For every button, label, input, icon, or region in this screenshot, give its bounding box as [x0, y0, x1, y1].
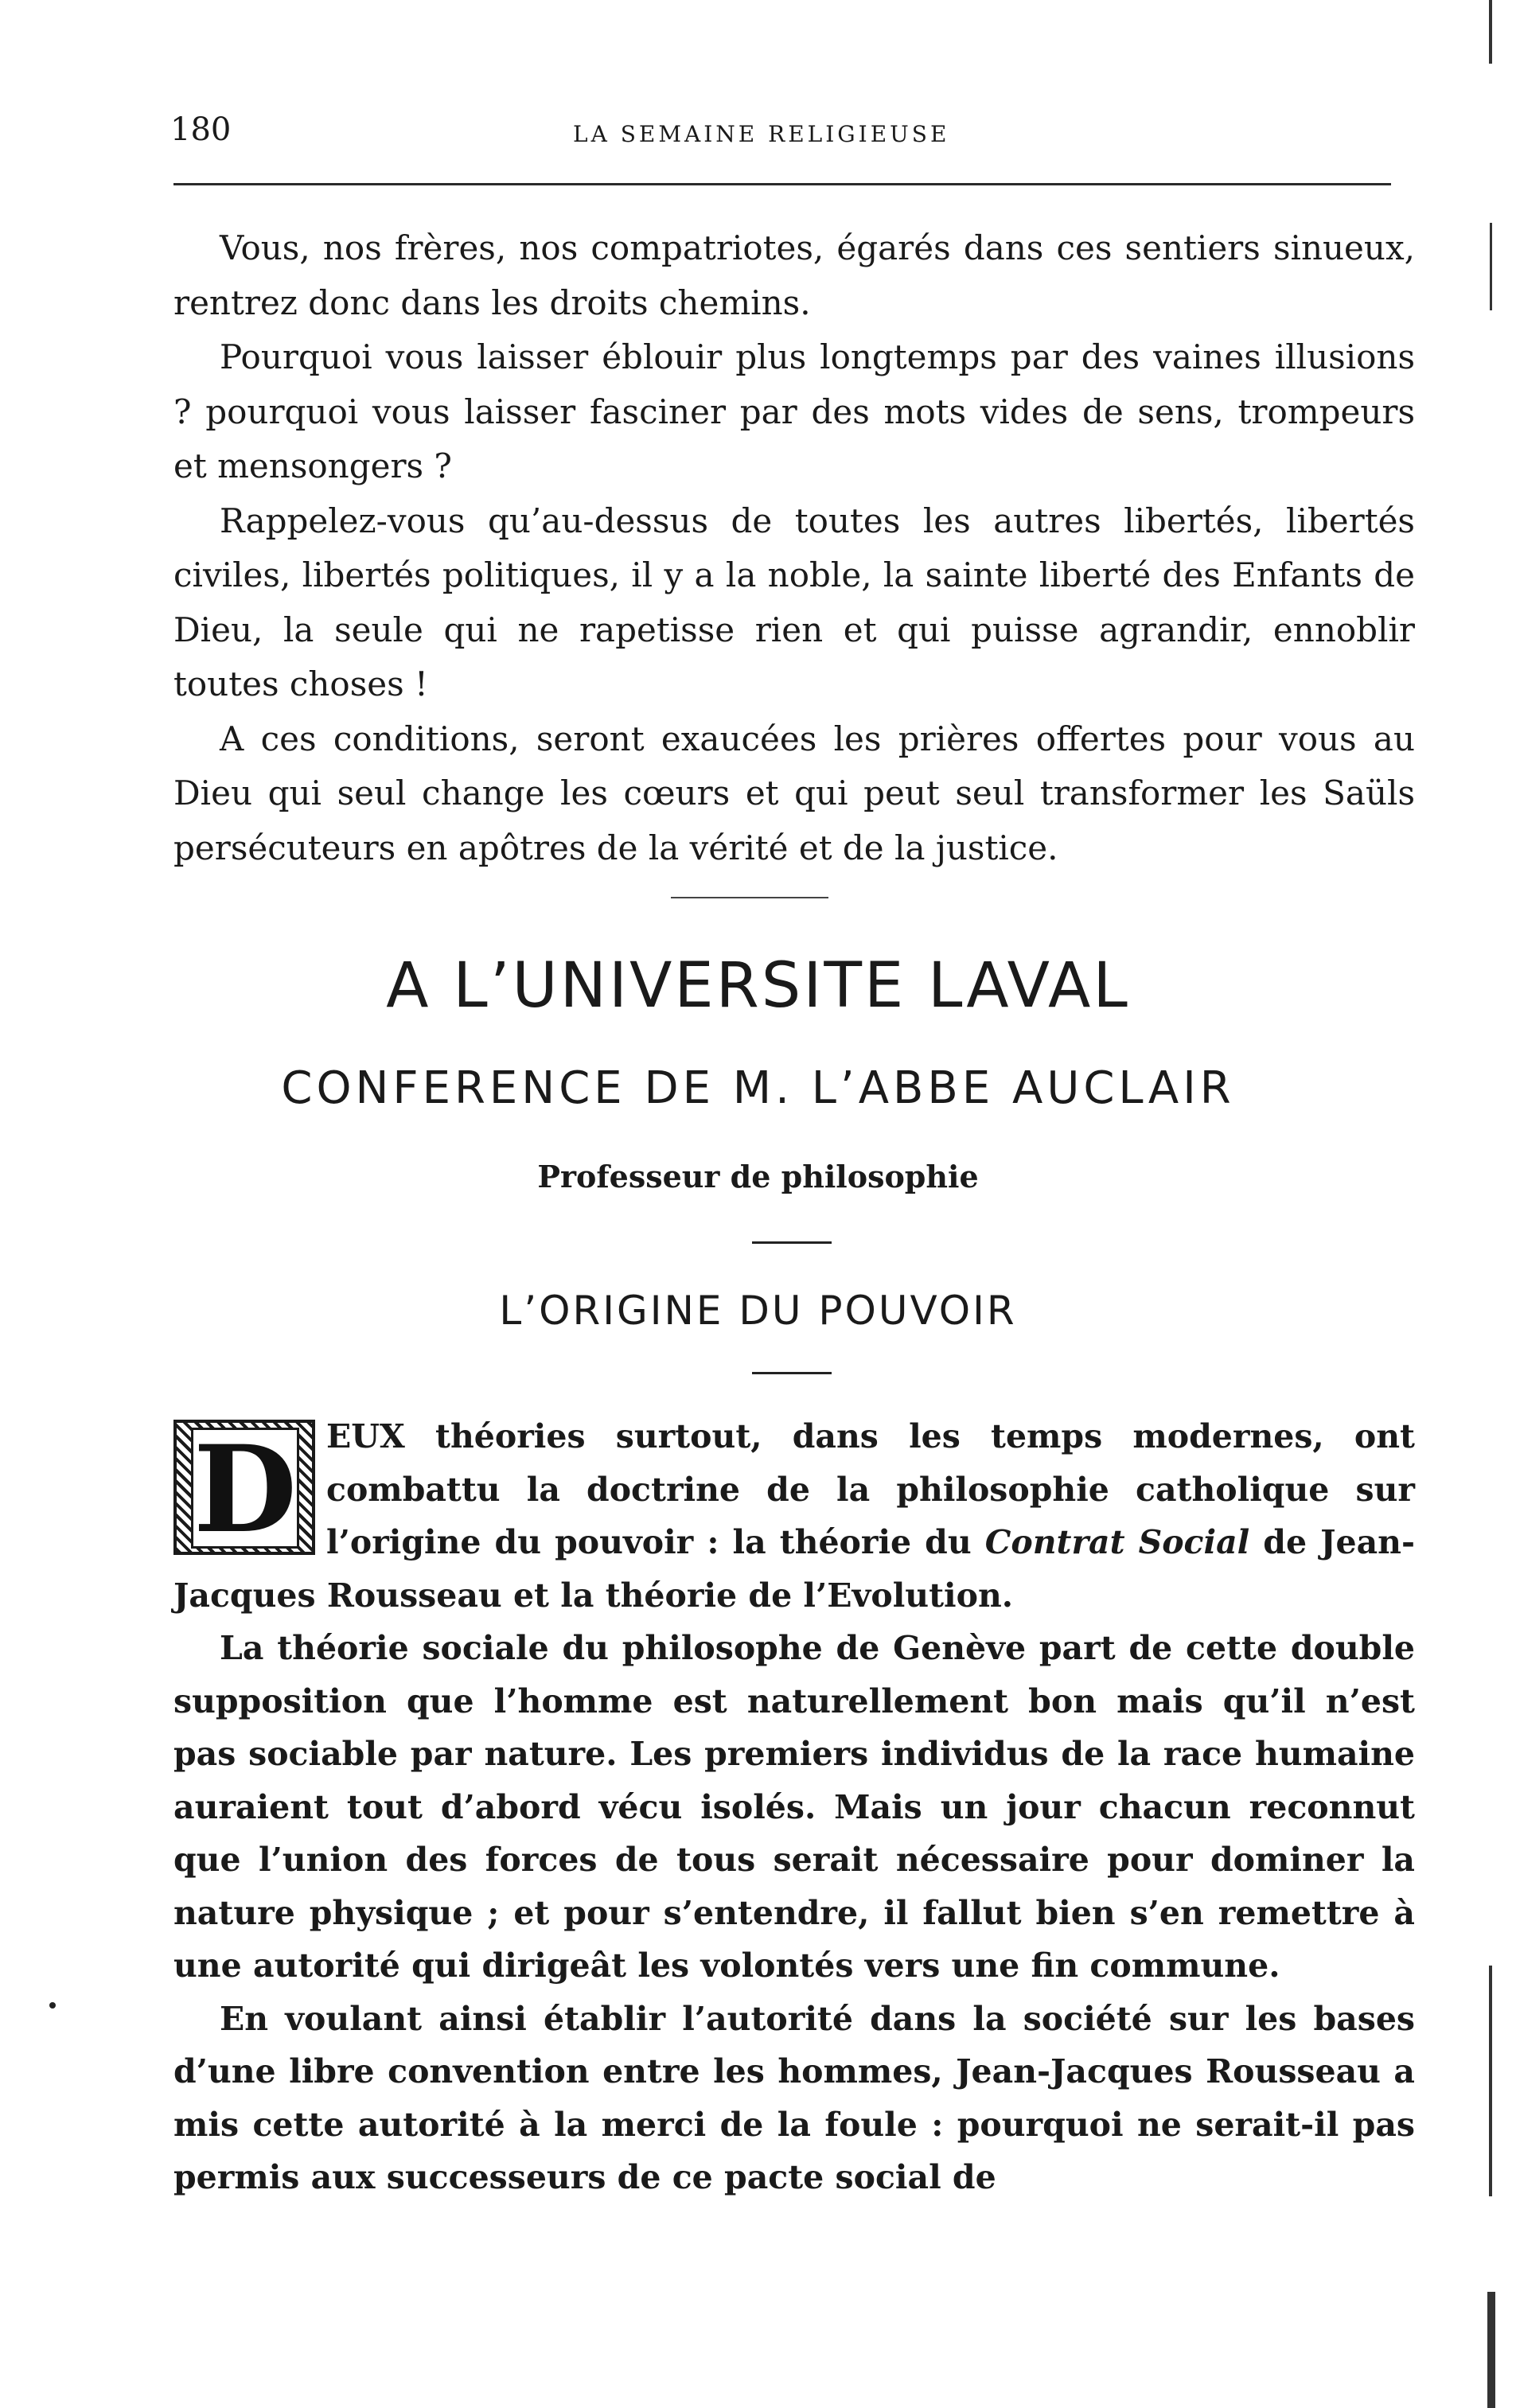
header-rule [173, 183, 1391, 185]
running-head: LA SEMAINE RELIGIEUSE [573, 121, 950, 147]
paragraph: A ces conditions, seront exaucées les prières offertes pour vous au Dieu qui seul change les cœurs et qui peut seul transformer les Saüls persécuteurs en apôtres de la vérité et de la justice. [173, 719, 1415, 867]
paragraph: En voulant ainsi établir l’autorité dans la société sur les bases d’une libre convention entre les hommes, Jean-Jacques Rousseau a mis cette autorité à la merci de la foule : pourquoi ne serait-il pas permis aux successeurs de ce pacte social de [173, 1999, 1415, 2196]
scan-dot [49, 2002, 56, 2009]
first-paragraph [173, 1410, 1415, 1622]
scan-edge-mark [1487, 2292, 1495, 2408]
article-subtitle: CONFERENCE DE M. L’ABBE AUCLAIR [281, 1062, 1235, 1114]
drop-cap-letter: D [191, 1428, 299, 1549]
title-rule-bottom [752, 1372, 832, 1374]
first-paragraph-start: EUX théories surtout, dans les temps modernes, ont combattu la doctrine de la philosophie catholique sur l’origine du pouvoir : la théorie du [326, 1417, 1415, 1561]
drop-cap-ornament [173, 1420, 315, 1560]
page-number: 180 [170, 111, 232, 148]
top-text-block [173, 221, 1415, 875]
author-role: Professeur de philosophie [537, 1159, 979, 1194]
scan-edge-mark [1489, 0, 1492, 64]
article-title: A L’UNIVERSITE LAVAL [386, 950, 1130, 1022]
first-paragraph-end: de Jean-Jacques Rousseau et la théorie de l’Evolution. [173, 1523, 1415, 1615]
title-rule-top [752, 1241, 832, 1244]
scan-edge-mark [1490, 223, 1492, 310]
article-body [173, 1410, 1415, 2204]
paragraph: Pourquoi vous laisser éblouir plus longtemps par des vaines illusions ? pourquoi vous laisser fasciner par des mots vides de sens, trompeurs et mensongers ? [173, 337, 1415, 485]
section-title: L’ORIGINE DU POUVOIR [499, 1288, 1017, 1334]
section-divider [671, 897, 828, 898]
paragraph: La théorie sociale du philosophe de Genève part de cette double supposition que l’homme est naturellement bon mais qu’il n’est pas sociable par nature. Les premiers individus de la race humaine auraient tout d’abord vécu isolés. Mais un jour chacun reconnut que l’union des forces de tous serait nécessaire pour dominer la nature physique ; et pour s’entendre, il fallut bien s’en remettre à une autorité qui dirigeât les volontés vers une fin commune. [173, 1629, 1415, 1985]
first-paragraph-italic: Contrat Social [984, 1523, 1250, 1561]
scan-edge-mark [1489, 1966, 1492, 2196]
paragraph: Vous, nos frères, nos compatriotes, égarés dans ces sentiers sinueux, rentrez donc dans les droits chemins. [173, 228, 1415, 322]
paragraph: Rappelez-vous qu’au-dessus de toutes les autres libertés, libertés civiles, libertés politiques, il y a la noble, la sainte liberté des Enfants de Dieu, la seule qui ne rapetisse rien et qui puisse agrandir, ennoblir toutes choses ! [173, 501, 1415, 703]
